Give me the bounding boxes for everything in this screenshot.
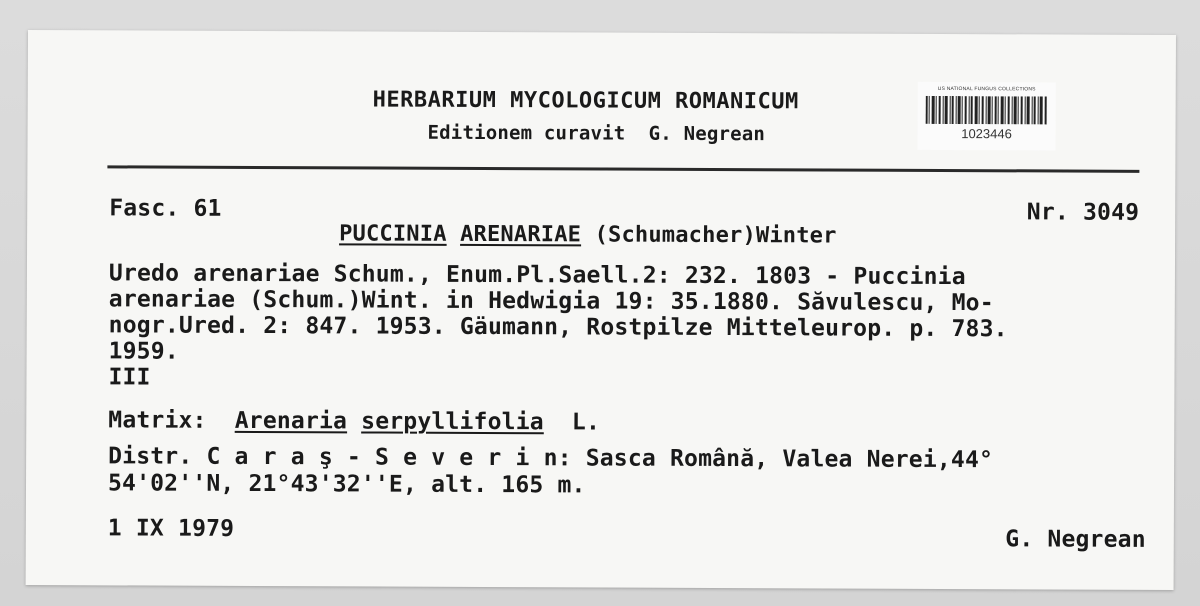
distribution-line: 54'02''N, 21°43'32''E, alt. 165 m. (107, 470, 586, 499)
barcode-title: US NATIONAL FUNGUS COLLECTIONS (937, 85, 1036, 93)
herbarium-label (26, 30, 1176, 590)
host-species: serpyllifolia (361, 408, 544, 436)
taxon-name (339, 221, 837, 248)
taxon-authority: (Schumacher)Winter (594, 222, 837, 249)
collection-date: 1 IX 1979 (107, 515, 235, 542)
synonymy-line: arenariae (Schum.)Wint. in Hedwigia 19: 35.1880. Săvulescu, Mo- (108, 286, 994, 317)
distribution-line: Distr. C a r a ş - S e v e r i n: Sasca Română, Valea Nerei,44° (108, 443, 994, 474)
fascicle-number: Fasc. 61 (109, 195, 222, 222)
spore-stage: III (108, 364, 151, 391)
specimen-number: Nr. 3049 (1026, 199, 1140, 226)
synonymy-line: Uredo arenariae Schum., Enum.Pl.Saell.2: 232. 1803 - Puccinia (108, 260, 966, 291)
herbarium-title: HERBARIUM MYCOLOGICUM ROMANICUM (372, 87, 799, 115)
taxon-genus: PUCCINIA (339, 221, 447, 247)
host-author: L. (571, 409, 601, 436)
barcode-icon (926, 96, 1048, 125)
collector-name: G. Negrean (1005, 526, 1146, 553)
matrix-line (108, 407, 600, 435)
matrix-label: Matrix: (108, 407, 207, 434)
divider-rule (107, 165, 1139, 173)
barcode-sticker (917, 82, 1055, 151)
taxon-epithet: ARENARIAE (460, 221, 582, 248)
synonymy-line: 1959. (108, 338, 179, 365)
synonymy-line: nogr.Ured. 2: 847. 1953. Gäumann, Rostpilze Mitteleurop. p. 783. (108, 312, 1008, 343)
editor-line: Editionem curavit G. Negrean (427, 121, 766, 146)
host-genus: Arenaria (234, 407, 348, 435)
barcode-number: 1023446 (961, 126, 1012, 142)
